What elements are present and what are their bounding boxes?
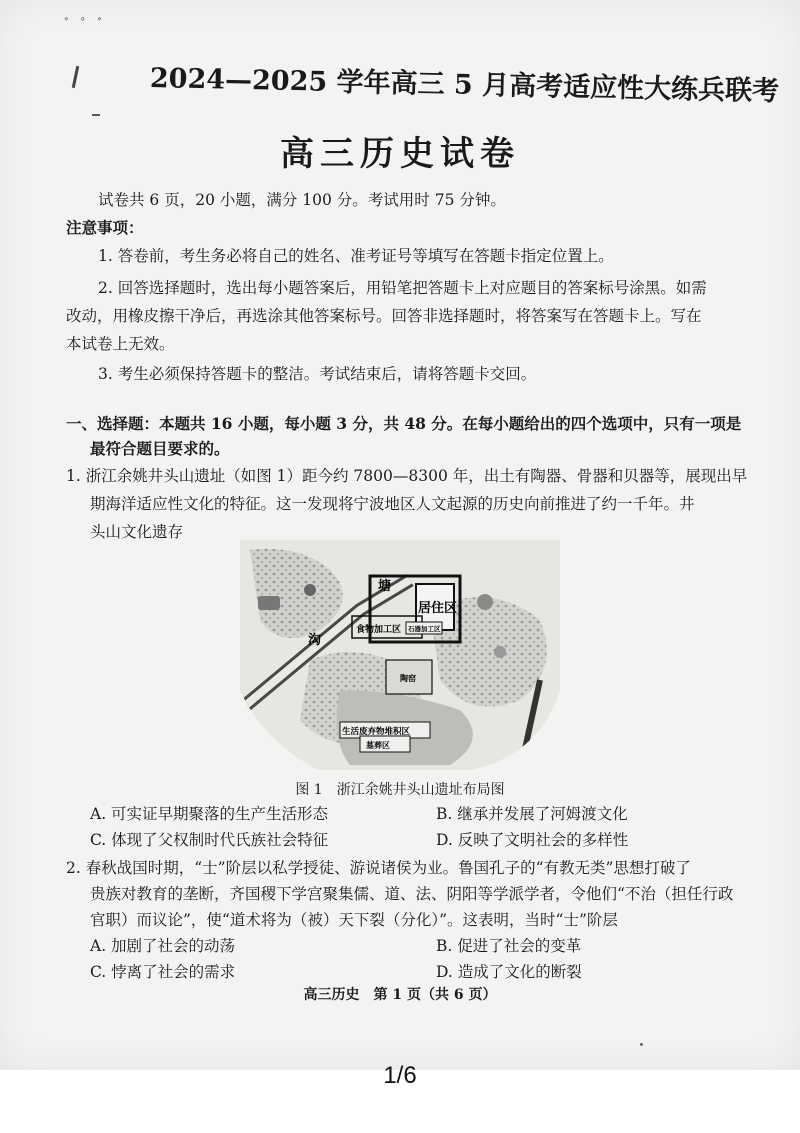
q2-option-a: A. 加剧了社会的动荡 <box>90 937 236 955</box>
note-2-line-2: 改动，用橡皮擦干净后，再选涂其他答案标号。回答非选择题时，将答案写在答题卡上。写在 <box>66 307 702 325</box>
q2-option-d: D. 造成了文化的断裂 <box>436 963 582 981</box>
note-2-line-1: 2. 回答选择题时，选出每小题答案后，用铅笔把答题卡上对应题目的答案标号涂黑。如需 <box>98 279 707 297</box>
exam-title: 2024—2025 学年高三 5 月高考适应性大练兵联考 <box>149 63 780 108</box>
map-label-waste: 生活废弃物堆积区 <box>342 727 411 737</box>
question-1-stem-line-1: 1. 浙江余姚井头山遗址（如图 1）距今约 7800—8300 年，出土有陶器、骨器和贝器等，展现出早 <box>66 467 748 485</box>
q1-option-b: B. 继承并发展了河姆渡文化 <box>436 805 628 823</box>
exam-summary: 试卷共 6 页，20 小题，满分 100 分。考试用时 75 分钟。 <box>98 191 506 209</box>
section-heading-line-1: 一、选择题：本题共 16 小题，每小题 3 分，共 48 分。在每小题给出的四个选项中，只有一项是 <box>66 414 742 433</box>
question-2-stem-line-1: 2. 春秋战国时期，“士”阶层以私学授徒、游说诸侯为业。鲁国孔子的“有教无类”思想打破了 <box>66 859 691 877</box>
q1-option-a: A. 可实证早期聚落的生产生活形态 <box>90 805 329 823</box>
map-label-ditch: 沟 <box>308 633 322 648</box>
page-counter: 1/6 <box>383 1062 417 1089</box>
corner-scan-marks: ﾞ ﾟ ﾞ <box>64 17 111 33</box>
section-heading-line-2: 最符合题目要求的。 <box>90 439 230 458</box>
question-1-stem-line-2: 期海洋适应性文化的特征。这一发现将宁波地区人文起源的历史向前推进了约一千年。井 <box>90 495 695 513</box>
q1-option-c: C. 体现了父权制时代氏族社会特征 <box>90 831 329 849</box>
map-label-residential: 居住区 <box>418 601 458 616</box>
map-label-dike: 塘 <box>378 579 392 594</box>
paper-title: 高三历史试卷 <box>280 134 520 174</box>
q1-option-d: D. 反映了文明社会的多样性 <box>436 831 629 849</box>
scan-mark <box>640 1043 643 1046</box>
scan-mark <box>72 66 80 88</box>
note-2-line-3: 本试卷上无效。 <box>66 335 175 353</box>
map-label-pottery: 陶窑 <box>400 674 416 683</box>
q2-option-b: B. 促进了社会的变革 <box>436 937 582 955</box>
figure-caption: 图 1 浙江余姚井头山遗址布局图 <box>295 782 505 798</box>
map-label-burial: 墓葬区 <box>366 741 390 750</box>
question-1-stem-line-3: 头山文化遗存 <box>90 523 184 541</box>
map-label-stone-tool: 石器加工区 <box>408 625 441 633</box>
site-layout-map <box>240 540 560 772</box>
scan-mark <box>92 114 100 116</box>
note-3: 3. 考生必须保持答题卡的整洁。考试结束后，请将答题卡交回。 <box>98 365 537 383</box>
page-footer: 高三历史 第 1 页（共 6 页） <box>303 987 497 1003</box>
notes-heading: 注意事项： <box>66 218 144 237</box>
question-2-stem-line-3: 官职）而议论”，使“道术将为（被）天下裂（分化）”。这表明，当时“士”阶层 <box>90 911 618 929</box>
note-1: 1. 答卷前，考生务必将自己的姓名、准考证号等填写在答题卡指定位置上。 <box>98 247 614 265</box>
q2-option-c: C. 悖离了社会的需求 <box>90 963 236 981</box>
map-label-food-processing: 食物加工区 <box>356 625 402 635</box>
question-2-stem-line-2: 贵族对教育的垄断，齐国稷下学宫聚集儒、道、法、阴阳等学派学者，令他们“不治（担任行政 <box>90 885 734 903</box>
